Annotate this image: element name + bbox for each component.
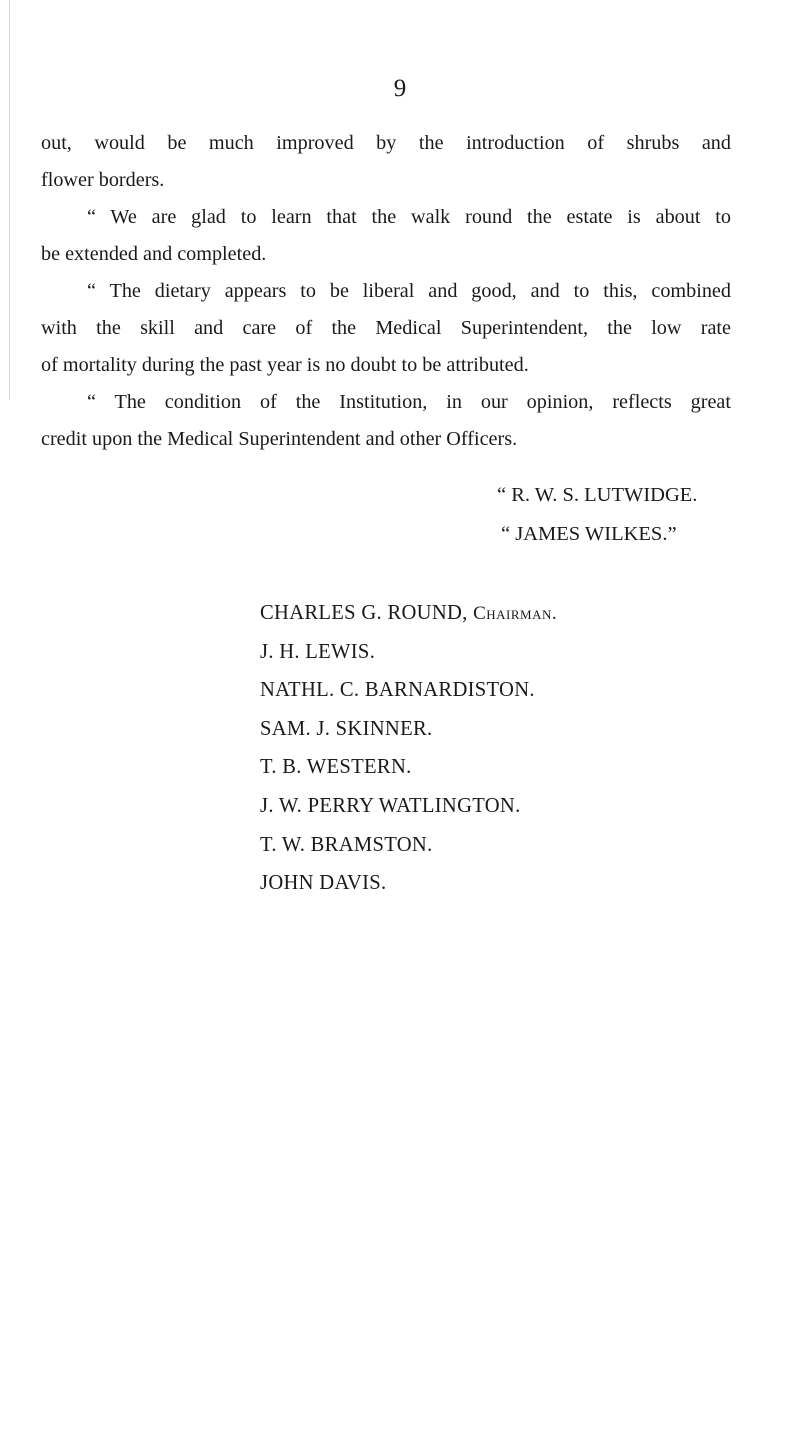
page-binding-edge (0, 0, 10, 400)
text-line: of mortality during the past year is no doubt to be attributed. (41, 354, 529, 376)
committee-member: T. B. WESTERN. (260, 756, 412, 779)
committee-member: J. H. LEWIS. (260, 640, 376, 663)
report-text (41, 125, 731, 458)
text-line: flower borders. (41, 169, 165, 191)
text-line: “ The condition of the Institution, in our opinion, reflects great (87, 391, 731, 413)
committee-member: JOHN DAVIS. (260, 872, 387, 895)
chairman-name: CHARLES G. ROUND, (260, 602, 468, 624)
committee-list (260, 594, 557, 903)
text-line: credit upon the Medical Superintendent and other Officers. (41, 428, 518, 450)
committee-member: SAM. J. SKINNER. (260, 717, 433, 740)
signatory-wilkes: “ JAMES WILKES.” (501, 523, 677, 545)
committee-member: NATHL. C. BARNARDISTON. (260, 679, 535, 702)
text-line: out, would be much improved by the introduction of shrubs and (41, 132, 731, 154)
committee-member: J. W. PERRY WATLINGTON. (260, 794, 521, 817)
page-number: 9 (393, 75, 407, 102)
committee-member: T. W. BRAMSTON. (260, 833, 433, 856)
commissioner-signatures (497, 476, 698, 554)
text-line: “ The dietary appears to be liberal and good, and to this, combined (87, 280, 731, 302)
signatory-lutwidge: “ R. W. S. LUTWIDGE. (497, 484, 698, 506)
text-line: “ We are glad to learn that the walk round the estate is about to (87, 206, 731, 228)
chairman-role: Chairman. (473, 603, 558, 624)
text-line: be extended and completed. (41, 243, 267, 265)
committee-chairman (260, 594, 557, 633)
text-line: with the skill and care of the Medical Superintendent, the low rate (41, 317, 731, 339)
